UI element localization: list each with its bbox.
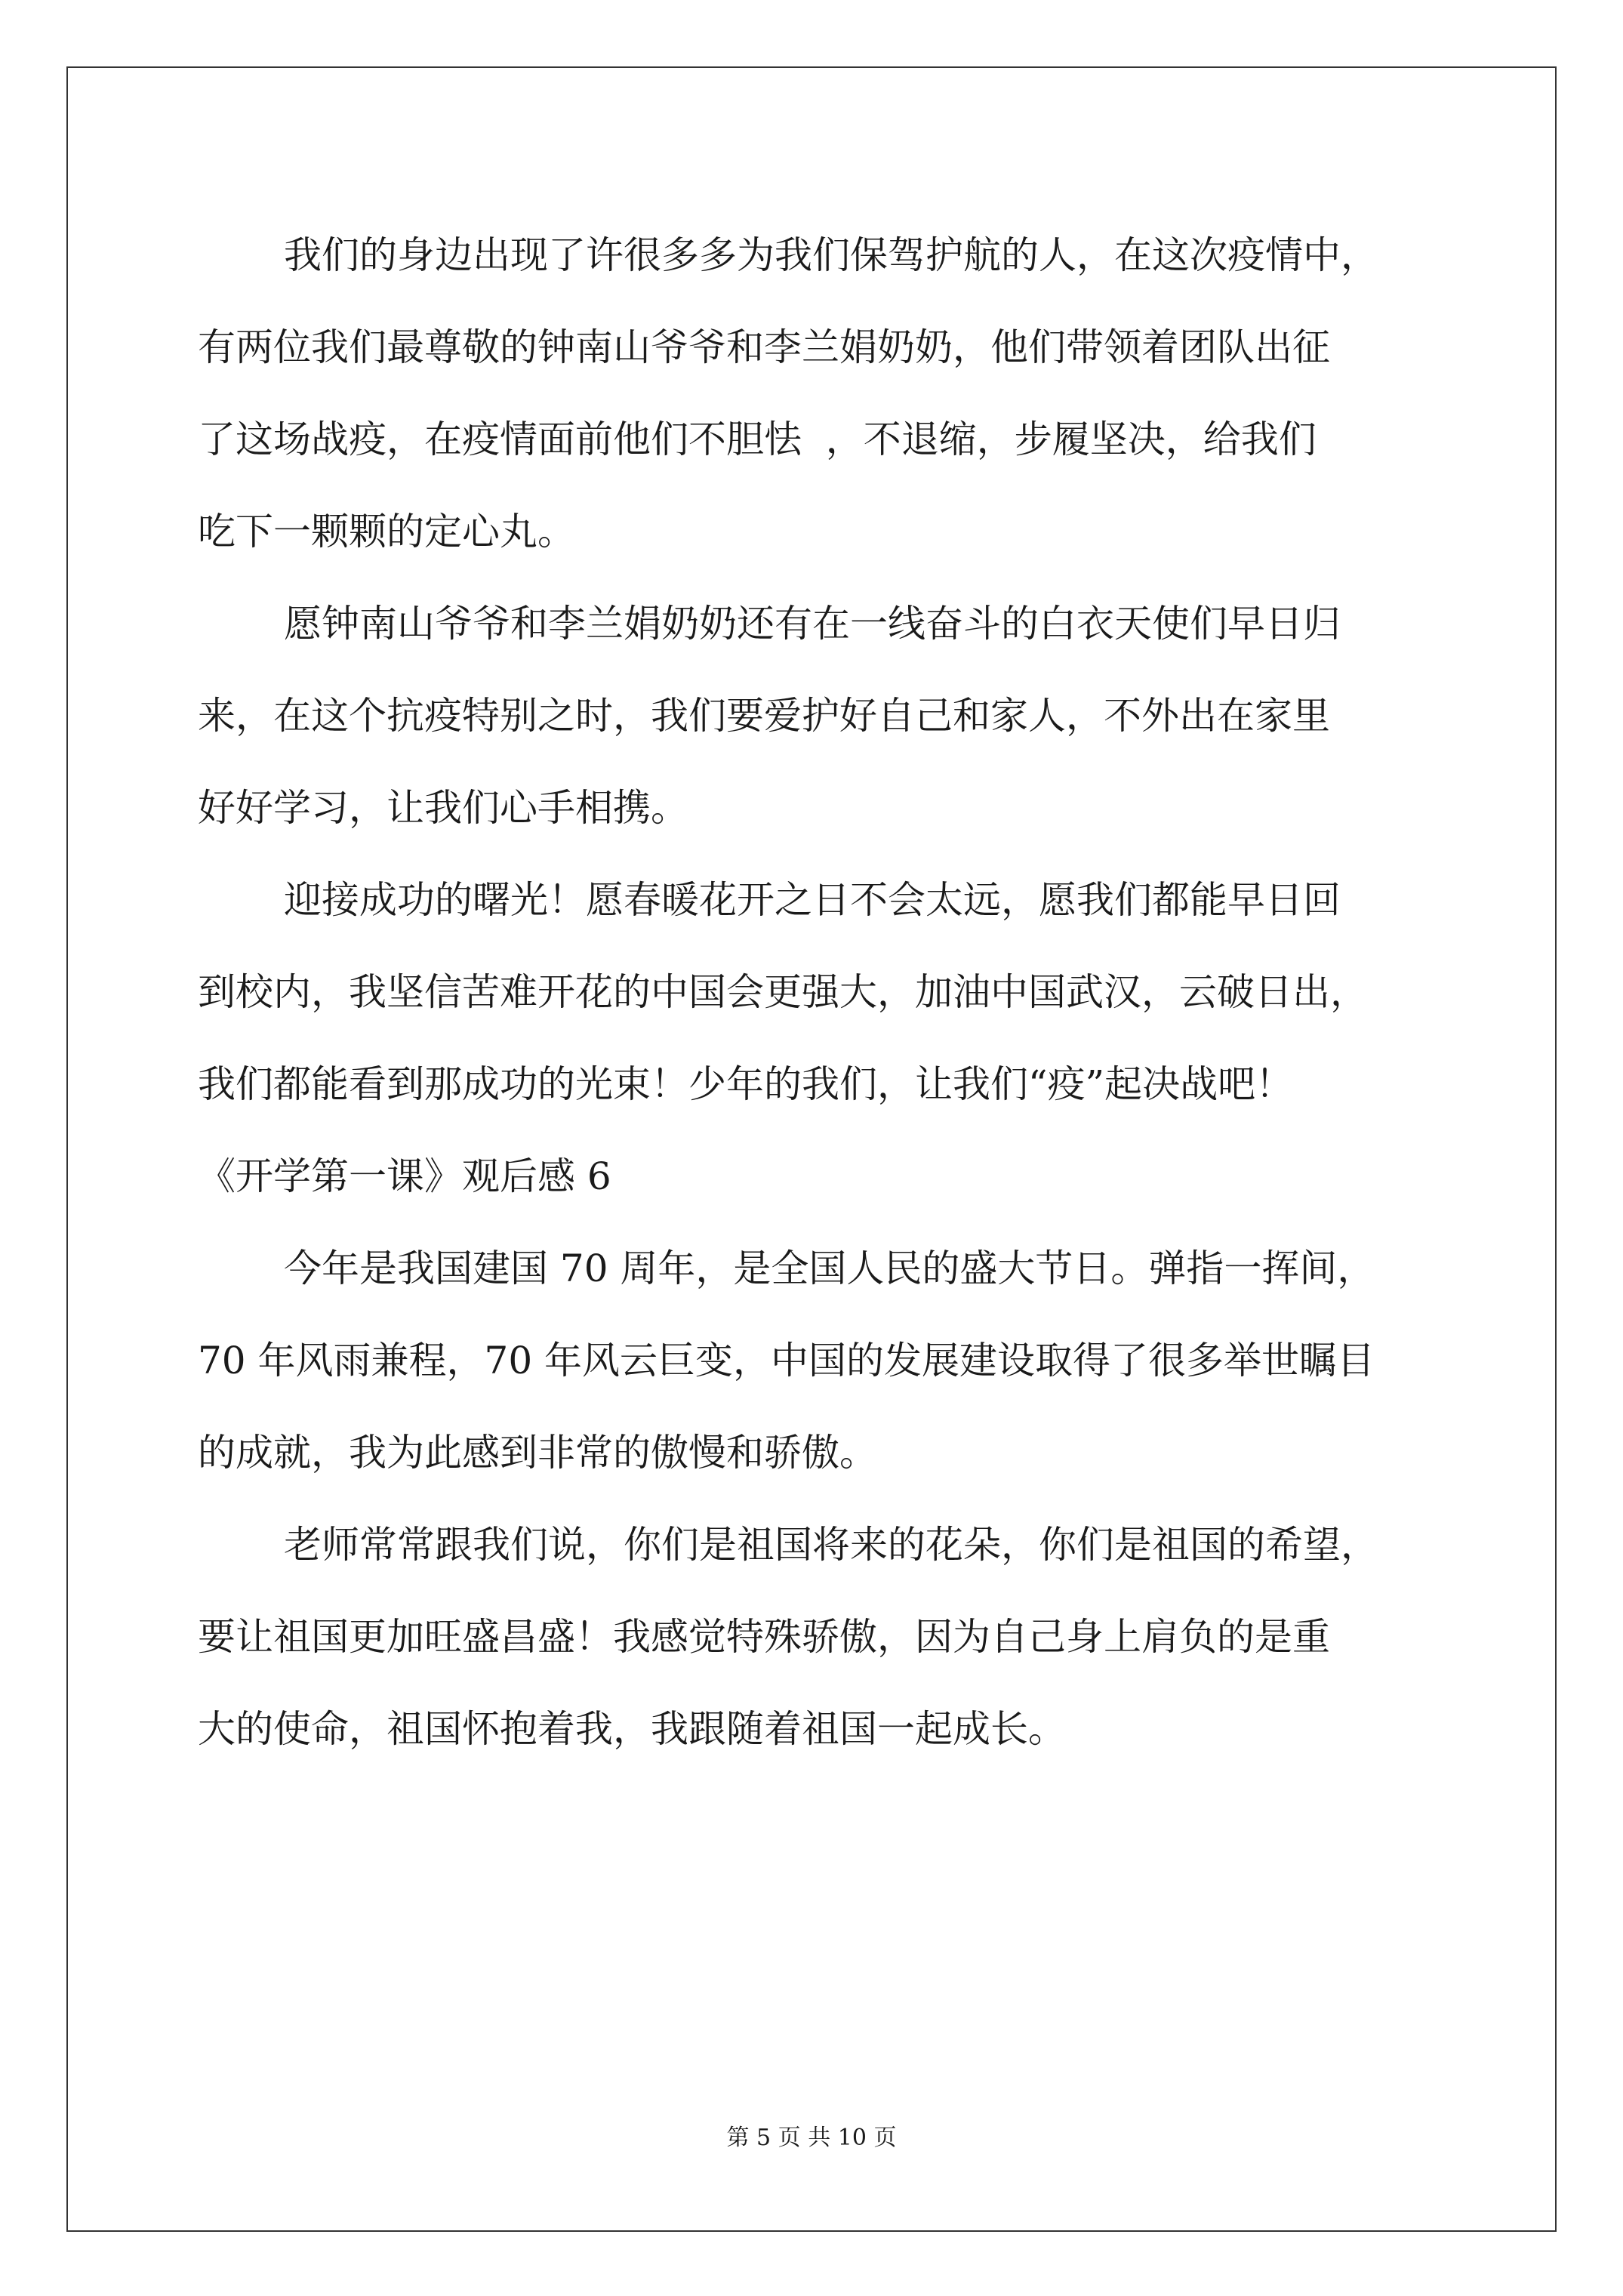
page-border (66, 66, 1557, 2232)
paragraph-4-line-1: 今年是我国建国 70 周年，是全国人民的盛大节日。弹指一挥间， (284, 1247, 1375, 1290)
section-heading: 《开学第一课》观后感 6 (198, 1154, 611, 1198)
paragraph-4-line-2: 70 年风雨兼程，70 年风云巨变，中国的发展建设取得了很多举世瞩目 (198, 1339, 1375, 1382)
paragraph-2-line-3: 好好学习，让我们心手相携。 (198, 786, 688, 830)
paragraph-4-line-3: 的成就，我为此感到非常的傲慢和骄傲。 (198, 1431, 877, 1475)
paragraph-1-line-2: 有两位我们最尊敬的钟南山爷爷和李兰娟奶奶，他们带领着团队出征 (198, 325, 1330, 369)
paragraph-2-line-2: 来，在这个抗疫特别之时，我们要爱护好自己和家人，不外出在家里 (198, 694, 1330, 738)
paragraph-5-line-1: 老师常常跟我们说，你们是祖国将来的花朵，你们是祖国的希望， (284, 1523, 1378, 1567)
paragraph-3-line-1: 迎接成功的曙光！愿春暖花开之日不会太远，愿我们都能早日回 (284, 878, 1341, 922)
paragraph-1-line-1: 我们的身边出现了许很多多为我们保驾护航的人，在这次疫情中， (284, 233, 1378, 277)
paragraph-5-line-3: 大的使命，祖国怀抱着我，我跟随着祖国一起成长。 (198, 1707, 1066, 1751)
paragraph-2-line-1: 愿钟南山爷爷和李兰娟奶奶还有在一线奋斗的白衣天使们早日归 (284, 602, 1341, 646)
paragraph-3-line-3: 我们都能看到那成功的光束！少年的我们，让我们“疫”起决战吧！ (198, 1062, 1294, 1106)
paragraph-1-line-4: 吃下一颗颗的定心丸。 (198, 510, 575, 553)
paragraph-1-line-3: 了这场战疫，在疫情面前他们不胆怯 ，不退缩，步履坚决，给我们 (198, 418, 1317, 461)
page-number-footer: 第 5 页 共 10 页 (726, 2125, 897, 2151)
paragraph-3-line-2: 到校内，我坚信苦难开花的中国会更强大，加油中国武汉，云破日出， (198, 970, 1368, 1014)
paragraph-5-line-2: 要让祖国更加旺盛昌盛！我感觉特殊骄傲，因为自己身上肩负的是重 (198, 1615, 1330, 1659)
